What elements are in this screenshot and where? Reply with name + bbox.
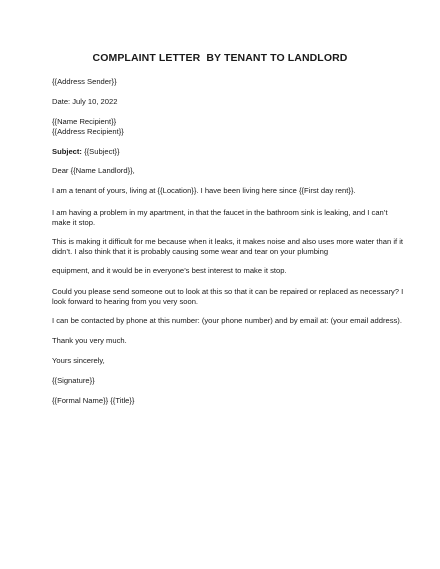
paragraph-6: Thank you very much.: [52, 336, 127, 345]
paragraph-4-line-2: look forward to hearing from you very soon.: [52, 297, 199, 306]
paragraph-2-line-1: I am having a problem in my apartment, in that the faucet in the bathroom sink is leaking, and I can’t: [52, 208, 388, 217]
letter-date: Date: July 10, 2022: [52, 97, 118, 106]
subject-line: [52, 147, 397, 157]
address-sender: {{Address Sender}}: [52, 77, 117, 86]
salutation: Dear {{Name Landlord}},: [52, 166, 135, 175]
subject-label: Subject:: [52, 147, 82, 156]
signature: {{Signature}}: [52, 376, 95, 385]
paragraph-1: I am a tenant of yours, living at {{Location}}. I have been living here since {{First day rent}}.: [52, 186, 356, 195]
paragraph-3-line-2: didn’t. I also think that it is probably causing some wear and tear on your plumbing: [52, 247, 329, 256]
recipient-name: {{Name Recipient}}: [52, 117, 117, 126]
recipient-address: {{Address Recipient}}: [52, 127, 124, 136]
paragraph-3-line-3: equipment, and it would be in everyone’s best interest to make it stop.: [52, 266, 287, 275]
subject-value: {{Subject}}: [84, 147, 120, 156]
paragraph-3-line-1: This is making it difficult for me because when it leaks, it makes noise and also uses more water than if it: [52, 237, 404, 246]
paragraph-4-line-1: Could you please send someone out to look at this so that it can be repaired or replaced as necessary? I: [52, 287, 404, 296]
closing: Yours sincerely,: [52, 356, 105, 365]
letter-title: COMPLAINT LETTER BY TENANT TO LANDLORD: [92, 52, 348, 64]
paragraph-5: I can be contacted by phone at this number: (your phone number) and by email at: (your email address).: [52, 316, 402, 325]
formal-name: {{Formal Name}} {{Title}}: [52, 396, 135, 405]
paragraph-2-line-2: make it stop.: [52, 218, 96, 227]
